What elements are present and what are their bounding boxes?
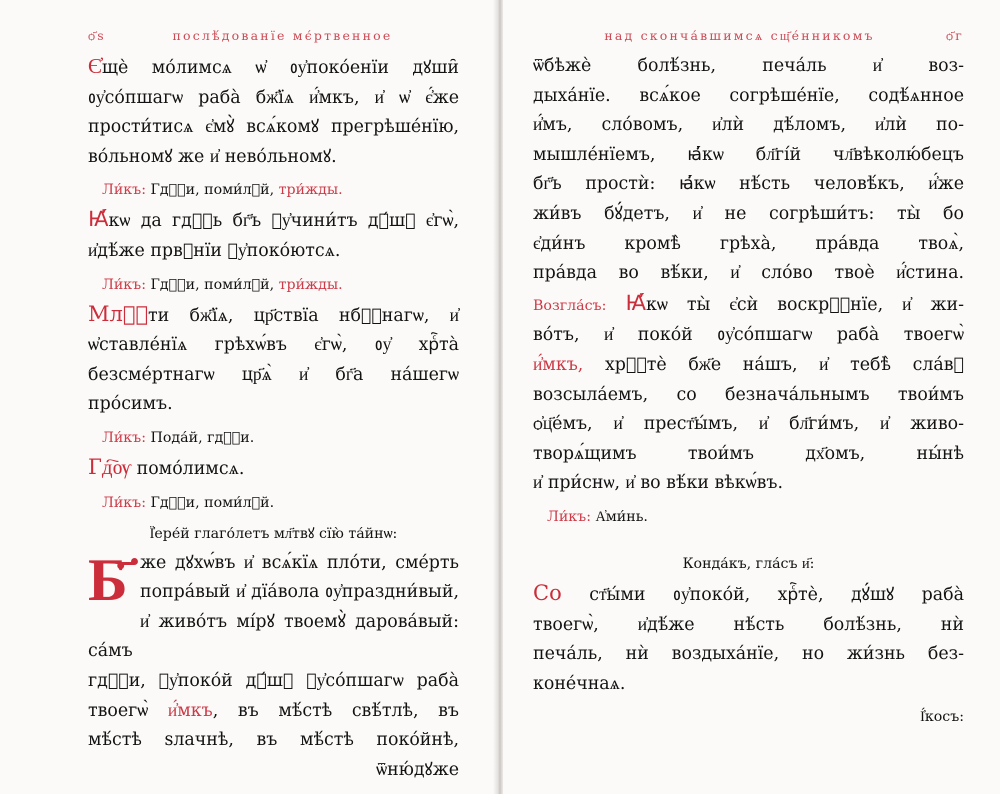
ikos-heading: І҆́косъ:: [920, 709, 964, 726]
rubric-line: Ли́къ: Гдⷭ҇и, поми́лꙋй.: [102, 494, 275, 511]
rubric-line: Ли́къ: Гдⷭ҇и, поми́лꙋй, три́жды.: [102, 276, 343, 293]
right-body: ѿбѣжѐ болѣ́знь, печа́ль и҆ воз- дыха́нїе. всѧ́кое согрѣше́нїе, содѣ́ѧнное и҆́мъ, сло́вомъ, и҆лѝ дѣ́ломъ, и҆лѝ по- мышле́нїемъ, ꙗ҆́кѡ бл҃гі́й чл҃вѣколю́бецъ бг҃ъ простѝ: ꙗ҆́кѡ нѣ́сть человѣ́къ, и҆́же жи́въ бꙋ́детъ, и҆ не согрѣши́тъ: ты̀ бо є҆ди́нъ кромѣ̀ грѣха̀, пра́вда твоѧ̀, пра́вда во вѣ́ки, и҆ сло́во твоѐ и҆́стина. Возгла́съ: Ꙗ҆́кѡ ты̀ є҆сѝ воскрⷭ҇нїе, и҆ жи- во́тъ, и҆ поко́й ᲂу҆со́пшагѡ раба̀ твоегѡ̀ и҆́мкъ, хрⷭ҇тѐ бж҃е на́шъ, и҆ тебѣ̀ сла́вꙋ возсыла́емъ, со безнача́льнымъ твои́мъ ѻ҆ц҃е́мъ, и҆ прест҃ы́мъ, и҆ бл҃ги́мъ, и҆ живо- творѧ́щимъ твои́мъ дх҃омъ, ны́нѣ и҆ при́снѡ, и҆ во вѣ́ки вѣкѡ́въ. Ли́къ: А҆ми́нь. Конда́къ, гла́съ и҃: Со ст҃ы́ми ᲂу҆поко́й, хрⷭ҇тѐ, дꙋ́шꙋ раба̀ твоегѡ̀, и҆дѣ́же нѣ́сть болѣ́знь, нѝ печа́ль, нѝ воздыха́нїе, но жи́знь без- коне́чнаѧ. І҆́косъ:: [533, 52, 964, 730]
kontakion-paragraph: Со ст҃ы́ми ᲂу҆поко́й, хрⷭ҇тѐ, дꙋ́шꙋ раба̀: [533, 580, 964, 605]
paragraph-4: Гд҇ѹ помо́лимсѧ.: [88, 454, 245, 479]
paragraph-3: Млⷭ҇ти бж҃їѧ, цр҃ствїа нбⷭ҇нагѡ, и҆: [88, 301, 459, 326]
right-page-number: ѻ҃г: [945, 28, 964, 43]
rubric-line: Ли́къ: А҆ми́нь.: [547, 508, 648, 525]
left-page-number: ѻ҃ѕ: [88, 28, 106, 43]
catchword: ѿню́дꙋже: [376, 759, 459, 780]
left-header: [88, 28, 459, 52]
left-page: [0, 0, 497, 794]
drop-cap: Є҆: [88, 54, 102, 78]
paragraph-5: Б҃ же дꙋхѡ́въ и҆ всѧ́кїѧ пло́ти, сме́рть попра́вый и҆ дїа́вола ᲂу҆праздни́вый, и҆ живо́тъ мі́рꙋ твоемꙋ̀ дарова́вый: са́мъ гдⷭ҇и, ᲂу҆поко́й дꙋ́шꙋ ᲂу҆со́пшагѡ раба̀ твоегѡ̀ и҆́мкъ, въ мѣ́стѣ свѣ́тлѣ, въ мѣ́стѣ ѕлачнѣ, въ мѣ́стѣ поко́йнѣ, ѿню́дꙋже: [88, 549, 459, 786]
paragraph-2: Ꙗ҆́кѡ да гдⷭ҇ь бг҃ъ ᲂу҆чини́тъ дꙋ́шꙋ є҆гѡ̀,: [88, 207, 459, 232]
right-header: [533, 28, 964, 52]
left-body: Є҆щѐ мо́лимсѧ ѡ҆ ᲂу҆поко́енїи дꙋши̑ ᲂу҆со́пшагѡ раба̀ бж҃їѧ и҆́мкъ, и҆ ѡ҆ є҆́же прости́тисѧ є҆мꙋ̀ всѧ́комꙋ прегрѣше́нїю, во́льномꙋ же и҆ нево́льномꙋ. Ли́къ: Гдⷭ҇и, поми́лꙋй, три́жды. Ꙗ҆́кѡ да гдⷭ҇ь бг҃ъ ᲂу҆чини́тъ дꙋ́шꙋ є҆гѡ̀, и҆дѣ́же првⷣнїи ᲂу҆поко́ютсѧ. Ли́къ: Гдⷭ҇и, поми́лꙋй, три́жды. Млⷭ҇ти бж҃їѧ, цр҃ствїа нбⷭ҇нагѡ, и҆ ѡ҆ставле́нїѧ грѣхѡ́въ є҆гѡ̀, ᲂу҆ хрⷭ҇та̀ безсме́ртнагѡ цр҃ѧ̀ и҆ бг҃а на́шегѡ про́симъ. Ли́къ: Пода́й, гдⷭ҇и. Гд҇ѹ помо́лимсѧ. Ли́къ: Гдⷭ҇и, поми́лꙋй. Ї҆ере́й глаго́летъ мл҃твꙋ сїю̀ та́йнѡ: Б҃ же дꙋхѡ́въ и҆ всѧ́кїѧ пло́ти, сме́рть попра́вый и҆ дїа́вола ᲂу҆праздни́вый, и҆ живо́тъ мі́рꙋ твоемꙋ̀ дарова́вый: са́мъ гдⷭ҇и, ᲂу҆поко́й дꙋ́шꙋ ᲂу҆со́пшагѡ раба̀ твоегѡ̀ и҆́мкъ, въ мѣ́стѣ свѣ́тлѣ, въ мѣ́стѣ ѕлачнѣ, въ мѣ́стѣ поко́йнѣ, ѿню́дꙋже: [88, 52, 459, 785]
exclamation-paragraph: Возгла́съ: Ꙗ҆́кѡ ты̀ є҆сѝ воскрⷭ҇нїе, и҆ жи-: [533, 290, 964, 315]
rubric-line: Ли́къ: Гдⷭ҇и, поми́лꙋй, три́жды.: [102, 182, 343, 199]
paragraph-continued: ѿбѣжѐ болѣ́знь, печа́ль и҆ воз-: [533, 56, 964, 76]
left-running-title: послѣ́дованїе мє́ртвенное: [172, 28, 393, 43]
rubric-line: Ли́къ: Пода́й, гдⷭ҇и.: [102, 429, 255, 446]
right-running-title: над сконча́вшимсѧ сщ҃е́нникомъ: [604, 28, 875, 43]
rubric-secret-prayer: Ї҆ере́й глаго́летъ мл҃твꙋ сїю̀ та́йнѡ:: [149, 525, 398, 542]
illuminated-initial: Б҃: [88, 544, 128, 615]
kontakion-heading: Конда́къ, гла́съ и҃:: [682, 555, 815, 572]
right-page: [503, 0, 1000, 794]
paragraph-1: Є҆щѐ мо́лимсѧ ѡ҆ ᲂу҆поко́енїи дꙋши̑: [88, 54, 459, 78]
